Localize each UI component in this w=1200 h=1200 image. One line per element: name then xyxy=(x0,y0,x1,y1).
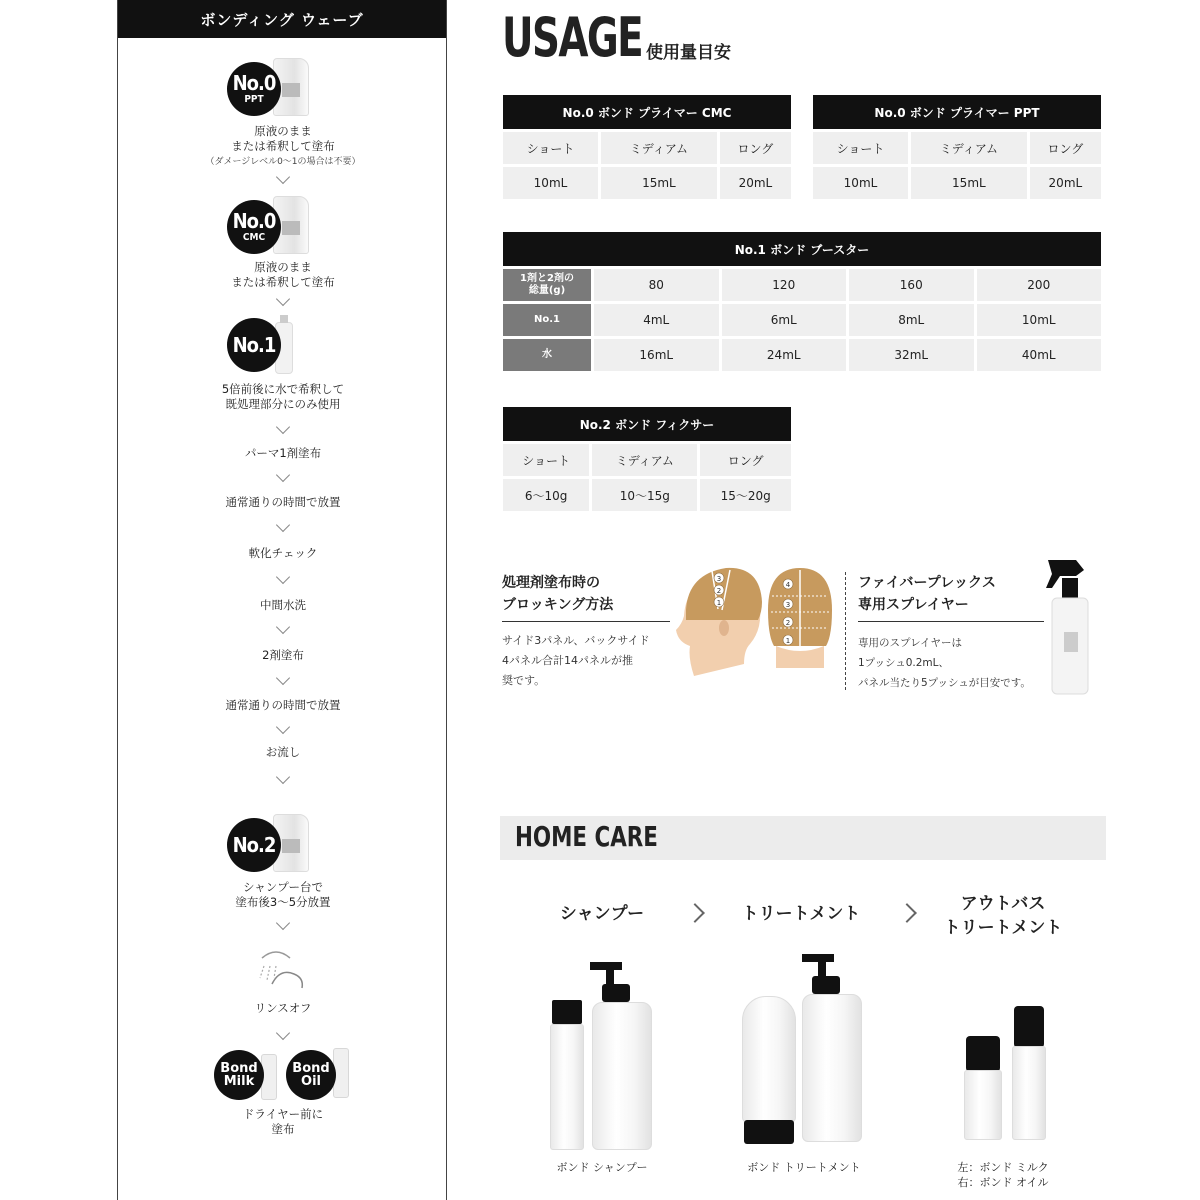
bond-milk-badge: Bond Milk xyxy=(214,1050,264,1100)
cmc-visual xyxy=(223,196,343,258)
sprayer-text: 専用のスプレイヤーは 1プッシュ0.2mL、 パネル当たり5プッシュが目安です。 xyxy=(858,637,1031,689)
caption-shampoo: ボンド シャンプー xyxy=(556,1161,648,1174)
weight-160: 160 xyxy=(849,269,974,301)
pump-stem xyxy=(606,962,614,986)
oil-bottle xyxy=(1012,1046,1046,1140)
water-200: 40mL xyxy=(977,339,1102,371)
cmc-short: 10mL xyxy=(503,167,598,199)
caption-treatment: ボンド トリートメント xyxy=(747,1161,861,1174)
cmc-header: No.0 ボンド プライマー CMC xyxy=(503,95,791,129)
bond-line2: 塗布 xyxy=(271,1122,295,1136)
cmc-medium: 15mL xyxy=(601,167,717,199)
chevron-down-icon xyxy=(276,1026,290,1040)
fixer-medium: 10〜15g xyxy=(592,479,697,511)
sprayer-title: ファイバープレックス 専用スプレイヤー xyxy=(858,575,996,613)
col-medium: ミディアム xyxy=(601,132,717,164)
bottle-cap xyxy=(552,1000,582,1024)
svg-text:2: 2 xyxy=(785,619,791,627)
chevron-down-icon xyxy=(276,170,290,184)
tube-cap xyxy=(744,1120,794,1144)
step-wait2: 通常通りの時間で放置 xyxy=(225,698,341,712)
ppt-line1: 原液のまま xyxy=(254,124,312,138)
col-medium: ミディアム xyxy=(592,444,697,476)
weight-120: 120 xyxy=(722,269,847,301)
side-panel-nums xyxy=(714,573,724,607)
chevron-right-icon xyxy=(897,903,917,923)
caption-outbath: 左：ボンド ミルク 右：ボンド オイル xyxy=(957,1161,1049,1189)
no1-80: 4mL xyxy=(594,304,719,336)
ppt-note: （ダメージレベル0〜1の場合は不要） xyxy=(205,157,361,167)
step-second: 2剤塗布 xyxy=(262,648,304,662)
weight-200: 200 xyxy=(977,269,1102,301)
label-outbath: アウトバス トリートメント xyxy=(943,894,1063,938)
blocking-title: 処理剤塗布時の ブロッキング方法 xyxy=(502,575,614,613)
chevron-down-icon xyxy=(276,420,290,434)
head-side-diagram xyxy=(672,566,762,686)
no1-160: 8mL xyxy=(849,304,974,336)
row-label-water: 水 xyxy=(503,339,591,371)
step-rinseoff: リンスオフ xyxy=(254,1001,312,1015)
fixer-table xyxy=(500,404,794,514)
no0-ppt-badge: No.0 PPT xyxy=(227,62,281,116)
step-wait1: 通常通りの時間で放置 xyxy=(225,495,341,509)
svg-text:4: 4 xyxy=(785,581,791,589)
milk-cap xyxy=(966,1036,1000,1072)
fixer-header: No.2 ボンド フィクサー xyxy=(503,407,791,441)
fixer-long: 15〜20g xyxy=(700,479,791,511)
pump-neck xyxy=(602,984,630,1002)
homecare-title: HOME CARE xyxy=(515,820,658,853)
fixer-short: 6〜10g xyxy=(503,479,589,511)
col-short: ショート xyxy=(503,444,589,476)
no1-visual xyxy=(223,314,343,376)
chevron-right-icon xyxy=(685,903,705,923)
water-80: 16mL xyxy=(594,339,719,371)
ppt-long: 20mL xyxy=(1030,167,1101,199)
no1-200: 10mL xyxy=(977,304,1102,336)
pump-stem xyxy=(818,954,826,978)
col-long: ロング xyxy=(720,132,791,164)
spray-bottle-icon xyxy=(1042,556,1100,696)
col-short: ショート xyxy=(503,132,598,164)
blocking-text: サイド3パネル、バックサイド 4パネル合計14パネルが推 奨です。 xyxy=(502,634,650,687)
bond-milk-oil xyxy=(118,1044,448,1106)
chevron-down-icon xyxy=(276,720,290,734)
col-long: ロング xyxy=(700,444,791,476)
no1-line2: 既処理部分にのみ使用 xyxy=(225,397,341,411)
svg-text:1: 1 xyxy=(785,637,791,645)
shampoo-small-bottle xyxy=(550,1024,584,1150)
divider xyxy=(502,621,670,622)
cmc-long: 20mL xyxy=(720,167,791,199)
step-rinse: お流し xyxy=(265,745,301,759)
shampoo-pump-bottle xyxy=(592,1002,652,1150)
ppt-visual xyxy=(223,58,343,120)
no0-cmc-badge: No.0 CMC xyxy=(227,200,281,254)
cmc-line2: または希釈して塗布 xyxy=(231,275,335,289)
treatment-tube xyxy=(742,996,796,1122)
treatment-pump-bottle xyxy=(802,994,862,1142)
label-treatment: トリートメント xyxy=(741,904,861,924)
col-medium: ミディアム xyxy=(911,132,1027,164)
chevron-down-icon xyxy=(276,292,290,306)
step-no1 xyxy=(118,314,448,412)
svg-text:3: 3 xyxy=(716,575,722,583)
ppt-line2: または希釈して塗布 xyxy=(231,139,335,153)
milk-bottle xyxy=(964,1070,1002,1140)
dashed-divider xyxy=(845,572,846,690)
chevron-down-icon xyxy=(276,570,290,584)
rinse-icon xyxy=(254,944,310,996)
chevron-down-icon xyxy=(276,518,290,532)
no1-120: 6mL xyxy=(722,304,847,336)
step-ppt xyxy=(118,58,448,167)
chevron-down-icon xyxy=(276,468,290,482)
usage-title: USAGE xyxy=(502,6,643,69)
head-back-diagram xyxy=(766,566,834,670)
no1-badge: No.1 xyxy=(227,318,281,372)
row-label-no1: No.1 xyxy=(503,304,591,336)
chevron-down-icon xyxy=(276,671,290,685)
step-no2 xyxy=(118,814,448,910)
col-long: ロング xyxy=(1030,132,1101,164)
booster-table xyxy=(500,229,1104,374)
divider xyxy=(858,621,1044,622)
water-160: 32mL xyxy=(849,339,974,371)
label-shampoo: シャンプー xyxy=(559,904,645,924)
cmc-line1: 原液のまま xyxy=(254,260,312,274)
oil-cap xyxy=(1014,1006,1044,1048)
no2-badge: No.2 xyxy=(227,818,281,872)
ppt-medium: 15mL xyxy=(911,167,1027,199)
col-short: ショート xyxy=(813,132,908,164)
step-perm: パーマ1剤塗布 xyxy=(244,446,322,460)
svg-text:1: 1 xyxy=(716,599,722,607)
no1-line1: 5倍前後に水で希釈して xyxy=(221,382,345,396)
no2-line1: シャンプー台で xyxy=(243,880,323,894)
ppt-table xyxy=(810,92,1104,202)
weight-80: 80 xyxy=(594,269,719,301)
booster-header: No.1 ボンド ブースター xyxy=(503,232,1101,266)
step-check: 軟化チェック xyxy=(248,546,318,560)
step-cmc xyxy=(118,196,448,290)
svg-text:3: 3 xyxy=(785,601,791,609)
bond-oil-badge: Bond Oil xyxy=(286,1050,336,1100)
no2-visual xyxy=(223,814,343,876)
bond-line1: ドライヤー前に xyxy=(242,1107,324,1121)
step-midrinse: 中間水洗 xyxy=(260,598,306,612)
pump-neck xyxy=(812,976,840,994)
chevron-down-icon xyxy=(276,770,290,784)
steps-header: ボンディング ウェーブ xyxy=(118,0,446,38)
cmc-table xyxy=(500,92,794,202)
svg-text:2: 2 xyxy=(716,587,722,595)
row-label-weight: 1剤と2剤の 総量(g) xyxy=(503,269,591,301)
chevron-down-icon xyxy=(276,620,290,634)
water-120: 24mL xyxy=(722,339,847,371)
ppt-header: No.0 ボンド プライマー PPT xyxy=(813,95,1101,129)
chevron-down-icon xyxy=(276,916,290,930)
usage-subtitle: 使用量目安 xyxy=(646,43,731,63)
no2-line2: 塗布後3〜5分放置 xyxy=(235,895,331,909)
ppt-short: 10mL xyxy=(813,167,908,199)
bonding-wave-steps xyxy=(117,0,447,1200)
